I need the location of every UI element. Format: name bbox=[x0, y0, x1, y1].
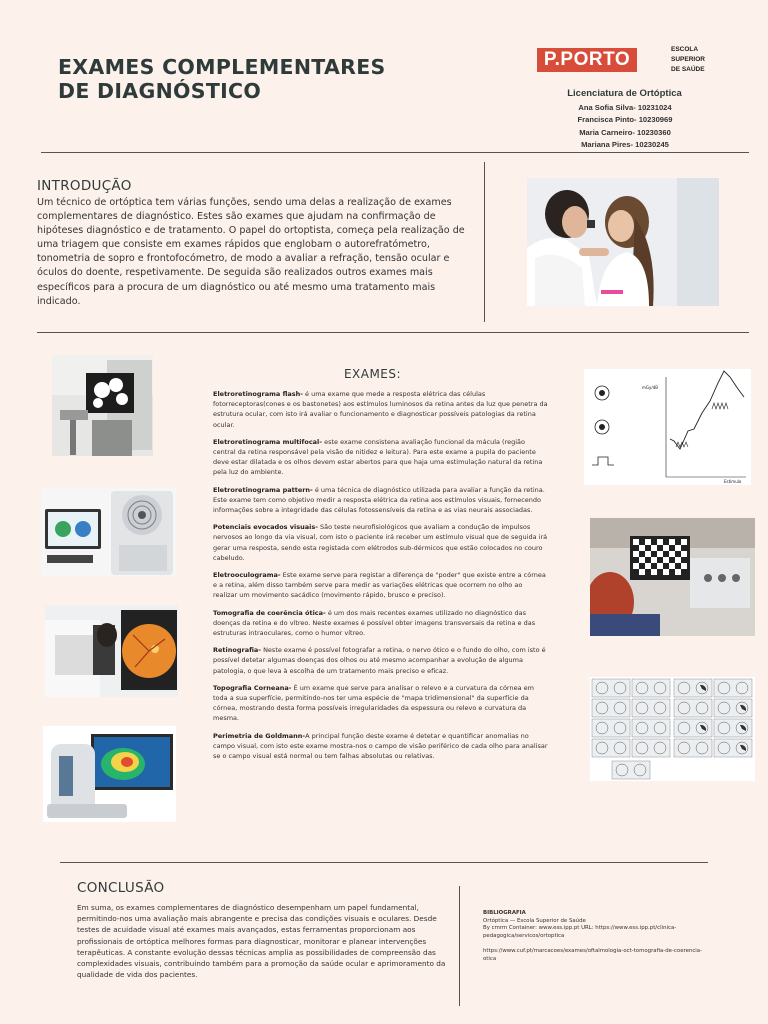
exam-item: Topografia Corneana- É um exame que serve para analisar o relevo e a curvatura da córnea em toda a sua superfície, permitindo-nos ter uma espécie de "mapa tridimensional" da superfície da córnea, mostrando desta forma possíveis irregularidades da espessura ou relevo e curvatura da mesma. bbox=[213, 683, 534, 723]
eog-setup-photo bbox=[590, 518, 755, 636]
section-divider bbox=[37, 332, 749, 333]
bibliography-entry: By cmrm Container: www.ess.ipp.pt URL: https://www.ess.ipp.pt/clinica-pedagogica/servicos/ortoptica bbox=[483, 925, 677, 939]
school-line-1: ESCOLA bbox=[671, 46, 699, 53]
author-item: Maria Carneiro- 10230360 bbox=[579, 127, 671, 137]
exam-item: Eletroretinograma flash- é uma exame que mede a resposta elétrica das células fotorreceptoras(cones e os bastonetes) aos estímulos luminosos da retina antes da luz que penetra da estrutura ocular, com isto irá avaliar o funcionamento e diagnosticar possíveis patologias da retina ocular. bbox=[213, 390, 548, 429]
exam-item: Retinografia- Neste exame é possível fotografar a retina, o nervo ótico e o fundo do olho, com isto é possível detetar algumas doenças dos olhos ou até mesmo acompanhar a evolução de alguma patologia, o que leva à escolha de um tratamento mais preciso e eficaz. bbox=[213, 646, 546, 675]
author-item: Mariana Pires- 10230245 bbox=[581, 140, 669, 150]
exam-item: Eletroretinograma multifocal- este exame consistena avaliação funcional da mácula (região central da retina responsável pela visão de nitidez e leitura). Para este exame a pupila do paciente deve estar dilatada e os olhos devem estar abertos para que haja uma estimulação natural da retina pela luz do ambiente. bbox=[213, 437, 543, 477]
retinografia-device-photo bbox=[45, 605, 178, 697]
bibliography-divider bbox=[459, 886, 460, 1006]
author-item: Francisca Pinto- 10230969 bbox=[577, 115, 673, 125]
conclusion-text: Em suma, os exames complementares de diagnóstico desempenham um papel fundamental, permitindo-nos uma avaliação mais abrangente e precisa das condições visuais e oculares. Desde testes de acuidade visual até exames mais avançados, estas ferramentas proporcionam aos profissionais de ortóptica melhores formas para diagnosticar, monitorar e planear intervenções terapêuticas. A constante evolução dessas técnicas amplia as possibilidades de compreensão das complexidades visuais, contribuindo também para a promoção da saúde ocular e aprimoramento da qualidade de vida dos pacientes. bbox=[77, 903, 446, 980]
intro-divider bbox=[484, 162, 485, 322]
pporto-logo: P.PORTO bbox=[537, 48, 637, 72]
topografia-device-photo bbox=[43, 726, 176, 822]
intro-photo bbox=[527, 178, 719, 306]
header-divider bbox=[41, 152, 749, 153]
bibliography-entry: https://www.cuf.pt/marcacoes/exames/oftalmologia-oct-tomografia-de-coerencia-otica bbox=[483, 948, 703, 962]
exam-item: Eletroretinograma pattern- é uma técnica de diagnóstico utilizada para avaliar a função da retina. Este exame tem como objetivo medir a resposta elétrica da retina aos estímulos visuais, fornecendo informações sobre a integridade das células fotossensíveis da retina e as vias neurais associadas. bbox=[213, 485, 545, 515]
authors-list bbox=[556, 102, 694, 152]
erg-flash-device-photo bbox=[52, 355, 153, 456]
erg-ylabel: mGy/dB bbox=[642, 385, 658, 390]
conclusion-divider bbox=[60, 862, 708, 863]
title-line-1: EXAMES COMPLEMENTARES bbox=[58, 55, 386, 79]
exam-item: Potenciais evocados visuais- São teste neurofisiológicos que avaliam a condução de impulsos nervosos ao longo da via visual, com isto o paciente irá receber um estímulo visual que de seguida irá gerar uma resposta, sendo esta registada com elétrodos sub-dérmicos que estão colocados no couro cabeludo. bbox=[213, 523, 548, 562]
bibliography-heading: BIBLIOGRAFIA bbox=[483, 910, 526, 916]
title-line-2: DE DIAGNÓSTICO bbox=[58, 79, 262, 103]
erg-pattern-device-photo bbox=[41, 487, 176, 577]
exam-list bbox=[213, 389, 548, 768]
exam-item: Tomografia de coerência ótica- é um dos mais recentes exames utilizado no diagnóstico das doenças da retina e do vítreo. Neste exames é possível obter imagens transversais da retina e das estruturas intraoculares, como o humor vítreo. bbox=[213, 608, 536, 638]
poster-title bbox=[58, 55, 386, 103]
intro-text: Um técnico de ortóptica tem várias funções, sendo uma delas a realização de exames complementares de diagnóstico. Estes são exames que ajudam na confirmação de hipóteses diagnóstico e de tratamento. O papel do ortoptista, começa pela realização de uma triagem que consiste em exames rápidos que englobam o autorefratómetro, tonometria de sopro e frontofocómetro, de modo a avaliar a refração, tensão ocular e óculos do doente, respetivamente. De seguida são realizados outros exames mais específicos para a procura de um diagnóstico ou até mesmo uma tratamento mais indicado. bbox=[37, 197, 465, 307]
erg-xlabel: Estimulo bbox=[724, 479, 742, 484]
exam-item: Perimetria de Goldmann-A principal função deste exame é detetar e quantificar anomalias no campo visual, com isto este exame mostra-nos o campo de visão periférico de cada olho para analisar se o campo visual está normal ou tem falhas absolutas ou relativas. bbox=[213, 731, 548, 761]
erg-waveform-figure bbox=[584, 369, 751, 485]
exames-heading: EXAMES: bbox=[343, 367, 402, 381]
bibliography bbox=[483, 910, 713, 964]
goldmann-perimetry-figure bbox=[590, 677, 755, 781]
degree-title: Licenciatura de Ortóptica bbox=[567, 88, 682, 99]
bibliography-entry: Ortóptica — Escola Superior de Saúde bbox=[483, 917, 586, 924]
author-item: Ana Sofia Silva- 10231024 bbox=[578, 103, 672, 112]
intro-heading: INTRODUÇÃO bbox=[37, 178, 132, 194]
exam-item: Eletrooculograma- Este exame serve para registar a diferença de "poder" que existe entre a córnea e a retina, além disso também serve para medir as variações elétricas que ocorrem no olho ao realizar um movimento sacádico (movimento rápido, brusco e preciso). bbox=[213, 571, 546, 600]
school-line-2: SUPERIOR bbox=[671, 56, 705, 63]
school-line-3: DE SAÚDE bbox=[671, 66, 705, 73]
conclusion-heading: CONCLUSÃO bbox=[77, 880, 165, 896]
school-name bbox=[671, 45, 705, 75]
